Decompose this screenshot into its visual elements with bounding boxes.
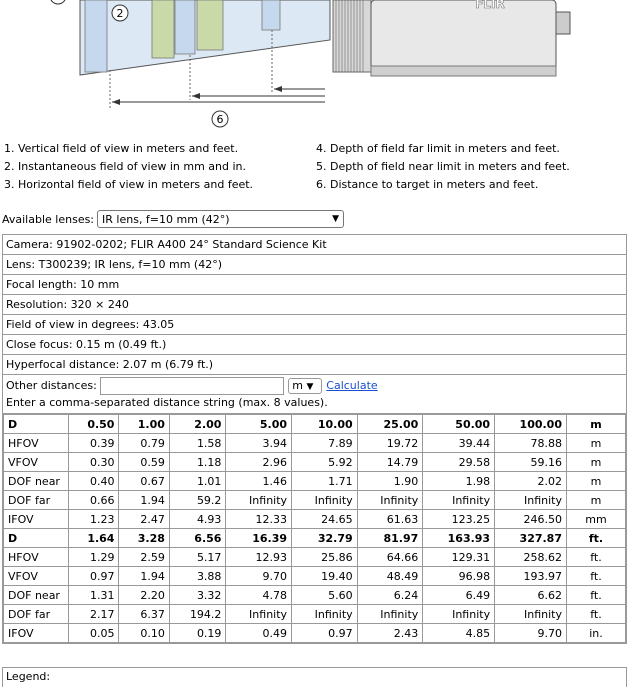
chevron-down-icon: ▼ (332, 214, 340, 224)
table-cell: 9.70 (495, 624, 567, 643)
table-cell: 1.64 (69, 529, 119, 548)
distances-hint: Enter a comma-separated distance string (max. 8 values). (6, 396, 328, 409)
fov-plane (152, 0, 174, 58)
table-cell: 1.58 (169, 434, 226, 453)
table-cell: 0.79 (119, 434, 169, 453)
table-cell: 1.18 (169, 453, 226, 472)
table-cell: Infinity (357, 605, 423, 624)
table-cell: 32.79 (292, 529, 358, 548)
legend-item: 6. Distance to target in meters and feet. (316, 178, 539, 191)
table-cell: 123.25 (423, 510, 495, 529)
table-cell: 1.00 (119, 415, 169, 434)
row-unit: m (567, 491, 626, 510)
table-cell: 2.20 (119, 586, 169, 605)
table-cell: 2.96 (226, 453, 292, 472)
table-cell: 50.00 (423, 415, 495, 434)
row-unit: ft. (567, 529, 626, 548)
lens-row (2, 209, 344, 229)
table-row (4, 491, 626, 510)
lens-info: Lens: T300239; IR lens, f=10 mm (42°) (3, 255, 627, 275)
table-cell: 3.32 (169, 586, 226, 605)
row-unit: in. (567, 624, 626, 643)
row-unit: ft. (567, 586, 626, 605)
table-row (4, 453, 626, 472)
row-label: VFOV (4, 453, 69, 472)
legend-item: 5. Depth of field near limit in meters and feet. (316, 160, 570, 173)
chevron-down-icon: ▼ (306, 382, 314, 392)
table-cell: 61.63 (357, 510, 423, 529)
table-cell: 2.02 (495, 472, 567, 491)
table-row (4, 548, 626, 567)
table-row (4, 415, 626, 434)
legend-item: 4. Depth of field far limit in meters and feet. (316, 142, 560, 155)
fov-plane (175, 0, 195, 54)
row-label: DOF near (4, 472, 69, 491)
data-table-cell (3, 414, 627, 644)
row-label: DOF far (4, 605, 69, 624)
table-cell: 1.46 (226, 472, 292, 491)
table-cell: 193.97 (495, 567, 567, 586)
table-cell: 0.39 (69, 434, 119, 453)
table-cell: 3.88 (169, 567, 226, 586)
table-cell: 6.24 (357, 586, 423, 605)
table-cell: 5.17 (169, 548, 226, 567)
svg-text:2: 2 (116, 7, 124, 20)
table-cell: 4.93 (169, 510, 226, 529)
fov-plane (85, 0, 107, 72)
legend-footer: Legend: (2, 667, 627, 687)
table-cell: 10.00 (292, 415, 358, 434)
table-cell: Infinity (226, 605, 292, 624)
calculate-link[interactable]: Calculate (326, 379, 378, 392)
table-cell: Infinity (357, 491, 423, 510)
table-cell: 19.40 (292, 567, 358, 586)
resolution: Resolution: 320 × 240 (3, 295, 627, 315)
table-cell: 0.97 (69, 567, 119, 586)
table-cell: 78.88 (495, 434, 567, 453)
legend-item: 2. Instantaneous field of view in mm and in. (4, 160, 247, 173)
table-cell: Infinity (423, 491, 495, 510)
row-label: IFOV (4, 510, 69, 529)
table-cell: 6.56 (169, 529, 226, 548)
table-cell: 1.98 (423, 472, 495, 491)
unit-select[interactable] (288, 378, 322, 394)
table-cell: 96.98 (423, 567, 495, 586)
table-cell: 59.16 (495, 453, 567, 472)
table-cell: 25.00 (357, 415, 423, 434)
table-cell: 81.97 (357, 529, 423, 548)
table-cell: 6.49 (423, 586, 495, 605)
table-cell: 163.93 (423, 529, 495, 548)
table-cell: 1.29 (69, 548, 119, 567)
row-unit: ft. (567, 567, 626, 586)
table-cell: 12.33 (226, 510, 292, 529)
legend-left (4, 140, 253, 194)
table-cell: 12.93 (226, 548, 292, 567)
row-unit: m (567, 453, 626, 472)
table-cell: 0.50 (69, 415, 119, 434)
table-cell: Infinity (423, 605, 495, 624)
row-unit: m (567, 434, 626, 453)
fov-degrees: Field of view in degrees: 43.05 (3, 315, 627, 335)
table-cell: 0.30 (69, 453, 119, 472)
table-cell: 5.92 (292, 453, 358, 472)
table-cell: 1.94 (119, 491, 169, 510)
table-cell: 0.19 (169, 624, 226, 643)
table-cell: 4.78 (226, 586, 292, 605)
unit-select-value: m (292, 379, 303, 392)
table-cell: 6.62 (495, 586, 567, 605)
table-cell: 1.94 (119, 567, 169, 586)
row-label: HFOV (4, 434, 69, 453)
table-cell: 24.65 (292, 510, 358, 529)
table-cell: 327.87 (495, 529, 567, 548)
table-cell: 1.01 (169, 472, 226, 491)
table-cell: 1.71 (292, 472, 358, 491)
table-cell: 5.60 (292, 586, 358, 605)
table-cell: 19.72 (357, 434, 423, 453)
camera-body (371, 0, 556, 76)
table-cell: 0.67 (119, 472, 169, 491)
lens-select[interactable] (97, 210, 344, 228)
fov-diagram (0, 0, 629, 135)
table-cell: 0.40 (69, 472, 119, 491)
table-cell: 194.2 (169, 605, 226, 624)
table-cell: 0.49 (226, 624, 292, 643)
table-cell: 59.2 (169, 491, 226, 510)
table-cell: 0.66 (69, 491, 119, 510)
table-cell: Infinity (292, 605, 358, 624)
table-cell: 14.79 (357, 453, 423, 472)
table-cell: 1.23 (69, 510, 119, 529)
table-row (4, 567, 626, 586)
table-row (4, 586, 626, 605)
table-cell: 2.43 (357, 624, 423, 643)
fov-plane (197, 0, 223, 50)
other-distances-input[interactable] (100, 377, 284, 395)
flir-logo: FLIR (475, 0, 505, 11)
row-label: HFOV (4, 548, 69, 567)
row-label: DOF far (4, 491, 69, 510)
distance-data-table (3, 414, 626, 643)
other-distances-label: Other distances: (6, 379, 97, 392)
table-row (4, 605, 626, 624)
row-label: D (4, 529, 69, 548)
camera-connector (556, 12, 570, 34)
table-cell: 0.97 (292, 624, 358, 643)
table-cell: 2.47 (119, 510, 169, 529)
row-unit: ft. (567, 548, 626, 567)
close-focus: Close focus: 0.15 m (0.49 ft.) (3, 335, 627, 355)
table-cell: 2.17 (69, 605, 119, 624)
table-cell: 48.49 (357, 567, 423, 586)
table-cell: 1.90 (357, 472, 423, 491)
table-cell: 16.39 (226, 529, 292, 548)
row-label: DOF near (4, 586, 69, 605)
row-unit: m (567, 472, 626, 491)
table-cell: 258.62 (495, 548, 567, 567)
table-cell: 64.66 (357, 548, 423, 567)
table-cell: 0.10 (119, 624, 169, 643)
table-cell: 39.44 (423, 434, 495, 453)
legend-item: 3. Horizontal field of view in meters and feet. (4, 178, 254, 191)
table-cell: 2.59 (119, 548, 169, 567)
hyperfocal-distance: Hyperfocal distance: 2.07 m (6.79 ft.) (3, 355, 627, 375)
table-cell: 100.00 (495, 415, 567, 434)
row-label: IFOV (4, 624, 69, 643)
table-cell: 4.85 (423, 624, 495, 643)
table-cell: Infinity (495, 605, 567, 624)
camera-info: Camera: 91902-0202; FLIR A400 24° Standard Science Kit (3, 235, 627, 255)
lens-info-table (2, 234, 627, 644)
lens-select-value: IR lens, f=10 mm (42°) (102, 212, 230, 226)
row-unit: m (567, 415, 626, 434)
table-cell: 3.28 (119, 529, 169, 548)
row-unit: mm (567, 510, 626, 529)
table-cell: 9.70 (226, 567, 292, 586)
row-unit: ft. (567, 605, 626, 624)
table-cell: 0.59 (119, 453, 169, 472)
table-cell: Infinity (226, 491, 292, 510)
fov-plane (262, 0, 280, 30)
table-cell: 0.05 (69, 624, 119, 643)
focal-length: Focal length: 10 mm (3, 275, 627, 295)
table-row (4, 529, 626, 548)
row-label: D (4, 415, 69, 434)
table-row (4, 624, 626, 643)
legend-item: 1. Vertical field of view in meters and feet. (4, 142, 239, 155)
svg-text:6: 6 (216, 113, 224, 126)
table-cell: 25.86 (292, 548, 358, 567)
table-row (4, 472, 626, 491)
table-cell: 5.00 (226, 415, 292, 434)
table-cell: 246.50 (495, 510, 567, 529)
table-cell: 2.00 (169, 415, 226, 434)
table-cell: 29.58 (423, 453, 495, 472)
table-cell: 7.89 (292, 434, 358, 453)
table-cell: 3.94 (226, 434, 292, 453)
row-label: VFOV (4, 567, 69, 586)
legend-right (316, 140, 570, 194)
table-cell: Infinity (292, 491, 358, 510)
table-row (4, 434, 626, 453)
table-cell: 129.31 (423, 548, 495, 567)
table-cell: 1.31 (69, 586, 119, 605)
table-cell: 6.37 (119, 605, 169, 624)
other-distances-cell (3, 375, 627, 414)
table-cell: Infinity (495, 491, 567, 510)
table-row (4, 510, 626, 529)
lens-label: Available lenses: (2, 212, 95, 226)
